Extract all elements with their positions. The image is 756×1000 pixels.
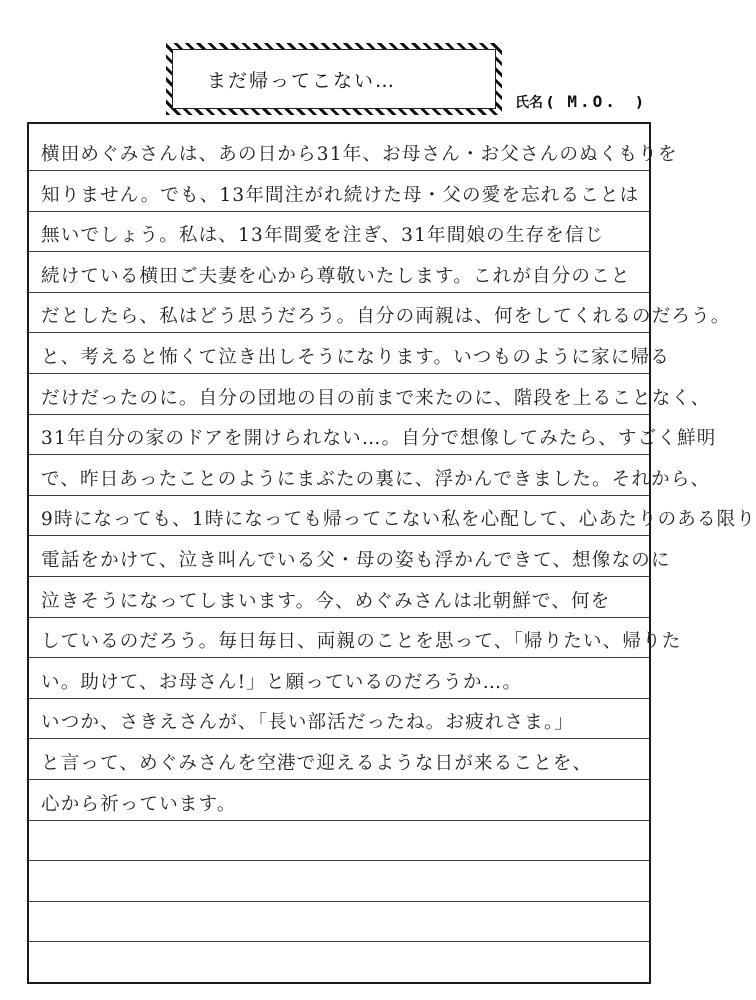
essay-line: 泣きそうになってしまいます。今、めぐみさんは北朝鮮で、何を: [41, 590, 611, 612]
essay-title: まだ帰ってこない…: [207, 69, 397, 92]
essay-line: [41, 861, 643, 901]
essay-line: 9時になっても、1時になっても帰ってこない私を心配して、心あたりのある限り: [41, 509, 756, 531]
author-name: M.O.: [567, 92, 618, 111]
essay-line: 無いでしょう。私は、13年間愛を注ぎ、31年間娘の生存を信じ: [41, 225, 605, 247]
name-paren-close: ): [635, 95, 643, 111]
essay-line: [41, 820, 643, 860]
essay-line: [41, 901, 643, 941]
title-box-inner: [172, 49, 496, 109]
essay-line: 知りません。でも、13年間注がれ続けた母・父の愛を忘れることは: [41, 184, 640, 206]
title-box: [166, 43, 502, 115]
essay-line: 電話をかけて、泣き叫んでいる父・母の姿も浮かんできて、想像なのに: [41, 550, 671, 571]
essay-line: だとしたら、私はどう思うだろう。自分の両親は、何をしてくれるのだろう。: [41, 306, 731, 328]
essay-line: だけだったのに。自分の団地の目の前まで来たのに、階段を上ることなく、: [41, 387, 711, 409]
essay-line: 31年自分の家のドアを開けられない…。自分で想像してみたら、すごく鮮明: [41, 428, 717, 450]
name-field: [515, 92, 642, 112]
essay-line: いつか、さきえさんが、「長い部活だったね。お疲れさま。」: [41, 712, 575, 734]
essay-line: しているのだろう。毎日毎日、両親のことを思って、「帰りたい、帰りた: [41, 631, 682, 653]
essay-line: い。助けて、お母さん!」と願っているのだろうか…。: [41, 671, 523, 693]
essay-line: で、昨日あったことのようにまぶたの裏に、浮かんできました。それから、: [41, 468, 711, 490]
essay-line: 横田めぐみさんは、あの日から31年、お母さん・お父さんのぬくもりを: [41, 144, 678, 165]
essay-line: と言って、めぐみさんを空港で迎えるような日が来ることを、: [41, 753, 593, 774]
essay-line: 続けている横田ご夫妻を心から尊敬いたします。これが自分のこと: [41, 265, 631, 287]
name-label: 氏名: [515, 95, 543, 111]
essay-line: と、考えると怖くて泣き出しそうになります。いつものように家に帰る: [41, 347, 670, 368]
name-paren-open: (: [547, 95, 554, 111]
ruled-line: [29, 941, 649, 942]
writing-sheet: [27, 122, 756, 984]
essay-line: 心から祈っています。: [41, 793, 237, 815]
